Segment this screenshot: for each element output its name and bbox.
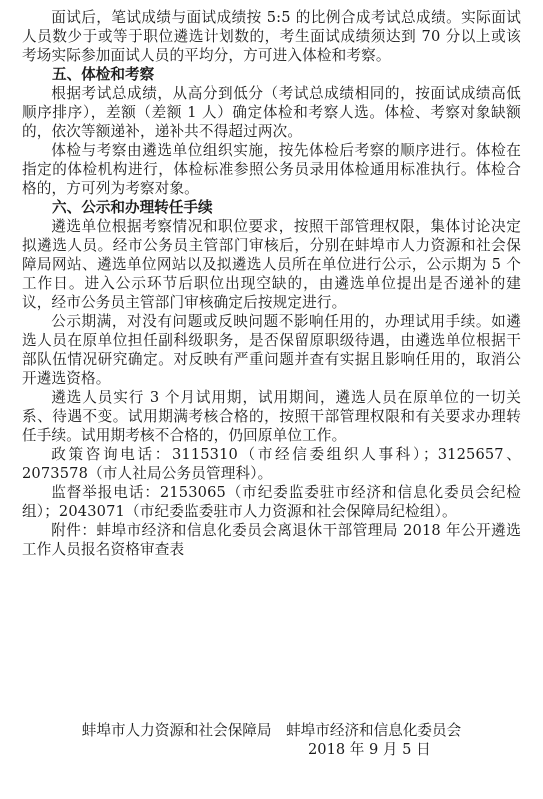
paragraph-policy-hotline: 政策咨询电话：3115310（市经信委组织人事科）；3125657、2073578（市人社局公务员管理科）。: [22, 446, 521, 482]
paragraph-attachment: 附件：蚌埠市经济和信息化委员会离退休干部管理局 2018 年公开遴选工作人员报名资格审查表: [22, 522, 521, 558]
signature-block: [0, 721, 543, 759]
signature-date: 2018 年 9 月 5 日: [308, 741, 431, 758]
signature-organizations: 蚌埠市人力资源和社会保障局 蚌埠市经济和信息化委员会: [81, 722, 462, 739]
paragraph-probation-period: 遴选人员实行 3 个月试用期，试用期间，遴选人员在原单位的一切关系、待遇不变。试用期满考核合格的，按照干部管理权限和有关要求办理转任手续。试用期考核不合格的，仍回原单位工作。: [22, 389, 521, 444]
paragraph-supervision-hotline: 监督举报电话：2153065（市纪委监委驻市经济和信息化委员会纪检组）；2043071（市纪委监委驻市人力资源和社会保障局纪检组）。: [22, 484, 521, 520]
paragraph-probation-procedure: 公示期满，对没有问题或反映问题不影响任用的，办理试用手续。如遴选人员在原单位担任副科级职务，是否保留原职级待遇，由遴选单位根据干部队伍情况研究确定。对反映有严重问题并查有实据且影响任用的，取消公开遴选资格。: [22, 313, 521, 387]
section-heading-physical-exam: 五、体检和考察: [52, 66, 155, 83]
paragraph-publicity: 遴选单位根据考察情况和职位要求，按照干部管理权限，集体讨论决定拟遴选人员。经市公务员主管部门审核后，分别在蚌埠市人力资源和社会保障局网站、遴选单位网站以及拟遴选人员所在单位进行公示，公示期为 5 个工作日。进入公示环节后职位出现空缺的，由遴选单位提出是否递补的建议，经市公务员主管部门审核确定后按规定进行。: [22, 218, 521, 311]
paragraph-exam-procedure: 体检与考察由遴选单位组织实施，按先体检后考察的顺序进行。体检在指定的体检机构进行，体检标准参照公务员录用体检通用标准执行。体检合格的，方可列为考察对象。: [22, 142, 521, 197]
document-page: [0, 8, 543, 799]
paragraph-interview-score: 面试后，笔试成绩与面试成绩按 5:5 的比例合成考试总成绩。实际面试人员数少于或等于职位遴选计划数的，考生面试成绩须达到 70 分以上或该考场实际参加面试人员的平均分，方可进入体检和考察。: [22, 9, 521, 64]
paragraph-exam-candidates: 根据考试总成绩，从高分到低分（考试总成绩相同的，按面试成绩高低顺序排序），差额（差额 1 人）确定体检和考察人选。体检、考察对象缺额的，依次等额递补，递补共不得超过两次。: [22, 85, 521, 140]
section-heading-publicity: 六、公示和办理转任手续: [52, 199, 213, 216]
